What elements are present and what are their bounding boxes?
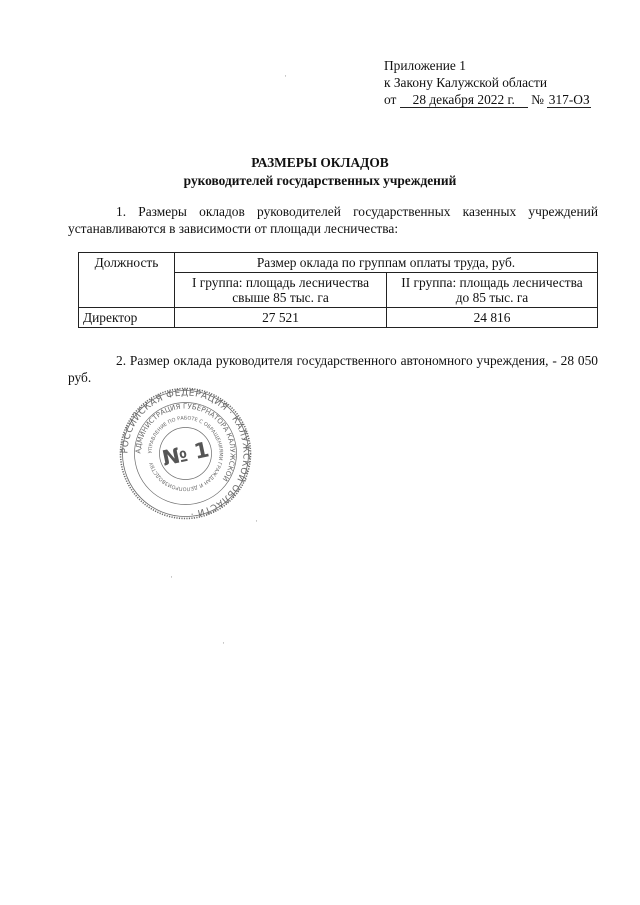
annex-date: 28 декабря 2022 г. [400,93,528,108]
header-group-2 [387,273,598,308]
group-1-line-2: свыше 85 тыс. га [232,290,329,305]
paragraph-1: 1. Размеры окладов руководителей государственных казенных учреждений устанавливаются в зависимости от площади лесничества: [68,204,598,236]
salary-table [78,252,598,328]
group-1-line-1: I группа: площадь лесничества [191,275,370,290]
scan-speck: · [170,572,173,582]
table-row [79,308,598,328]
official-seal [118,387,253,520]
scan-speck: · [284,71,287,81]
seal-outer-text: РОССИЙСКАЯ ФЕДЕРАЦИЯ · КАЛУЖСКОЙ ОБЛАСТИ · [120,388,251,519]
seal-middle-text: АДМИНИСТРАЦИЯ ГУБЕРНАТОРА КАЛУЖСКОЙ [134,402,237,483]
document-title [0,154,640,190]
table-header-row [79,253,598,273]
header-salary: Размер оклада по группам оплаты труда, руб. [175,253,598,273]
group-2-line-1: II группа: площадь лесничества [401,275,583,290]
annex-number-label: № [531,92,544,107]
group-2-line-2: до 85 тыс. га [455,290,529,305]
scan-speck: · [255,516,258,526]
cell-group-1: 27 521 [175,308,387,328]
cell-group-2: 24 816 [387,308,598,328]
seal-number: № 1 [160,437,212,471]
paragraph-2: 2. Размер оклада руководителя государственного автономного учреждения, - 28 050 руб. [68,353,598,385]
header-group-1 [175,273,387,308]
annex-law: к Закону Калужской области [384,75,548,90]
annex-title: Приложение 1 [384,58,466,73]
title-main: РАЗМЕРЫ ОКЛАДОВ [251,155,389,170]
cell-position: Директор [79,308,175,328]
annex-from-label: от [384,92,397,107]
title-sub: руководителей государственных учреждений [183,173,457,188]
annex-number: 317-ОЗ [548,92,590,107]
seal-inner-text: УПРАВЛЕНИЕ ПО РАБОТЕ С ОБРАЩЕНИЯМИ ГРАЖДАН И ДЕЛОПРОИЗВОДСТВУ [147,415,224,492]
header-position: Должность [79,253,175,308]
scan-speck: · [222,638,225,648]
annex-date-line [384,91,591,108]
annex-block [384,57,591,108]
